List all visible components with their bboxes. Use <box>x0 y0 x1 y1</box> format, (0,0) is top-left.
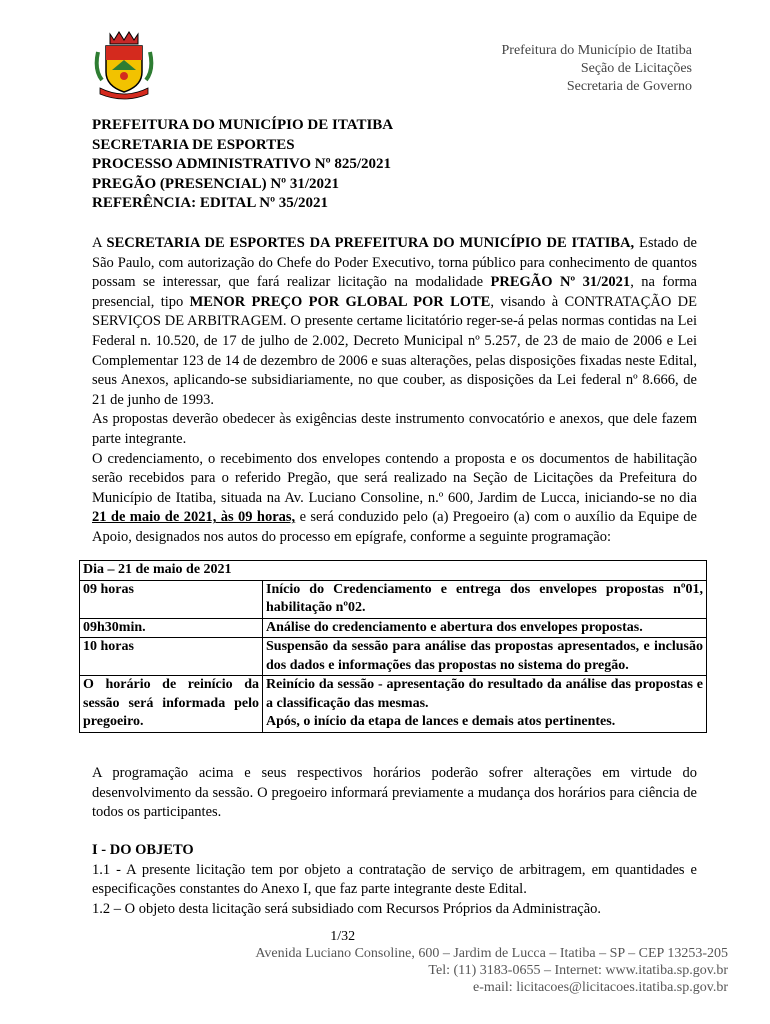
intro-tipo: MENOR PREÇO POR GLOBAL POR LOTE <box>189 293 491 310</box>
session-date: 21 de maio de 2021, às 09 horas, <box>92 509 296 526</box>
document-body-top <box>92 234 697 548</box>
footer-email: e-mail: licitacoes@licitacoes.itatiba.sp.gov.br <box>473 980 728 995</box>
footer-phone: Tel: (11) 3183-0655 – Internet: www.itatiba.sp.gov.br <box>428 963 728 978</box>
institution-header <box>502 42 693 96</box>
title-line-5: REFERÊNCIA: EDITAL Nº 35/2021 <box>92 195 328 211</box>
schedule-description: Suspensão da sessão para análise das propostas apresentados, e inclusão dos dados e informações das propostas no sistema do pregão. <box>263 638 707 676</box>
schedule-note <box>92 764 697 823</box>
schedule-description-line: Reinício da sessão - apresentação do resultado da análise das propostas e a classificação das mesmas. <box>266 677 703 711</box>
municipal-coat-of-arms-icon <box>92 30 156 102</box>
schedule-time: 09h30min. <box>80 618 263 638</box>
table-row <box>80 676 707 733</box>
section-object <box>92 841 697 919</box>
schedule-date-row <box>80 561 707 581</box>
schedule-table <box>79 560 707 733</box>
page-footer <box>255 928 728 996</box>
schedule-note-paragraph: A programação acima e seus respectivos horários poderão sofrer alterações em virtude do desenvolvimento da sessão. O pregoeiro informará previamente a mudança dos horários para ciência de todos os participantes. <box>92 765 697 821</box>
schedule-time: 09 horas <box>80 580 263 618</box>
schedule-description-line: Após, o início da etapa de lances e demais atos pertinentes. <box>266 714 616 729</box>
title-line-3: PROCESSO ADMINISTRATIVO Nº 825/2021 <box>92 156 391 172</box>
schedule-time: 10 horas <box>80 638 263 676</box>
section-item: 1.1 - A presente licitação tem por objeto a contratação de serviço de arbitragem, em quantidades e especificações constantes do Anexo I, que faz parte integrante deste Edital. <box>92 861 697 898</box>
session-paragraph: O credenciamento, o recebimento dos envelopes contendo a proposta e os documentos de habilitação serão recebidos para o referido Pregão, que será realizado na Seção de Licitações da Prefeitura do Município de Itatiba, situada na Av. Luciano Consoline, n.º 600, Jardim de Lucca, iniciando-se no dia 21 de maio de 2021, às 09 horas, e será conduzido pelo (a) Pregoeiro (a) com o auxílio da Equipe de Apoio, designados nos autos do processo em epígrafe, conforme a seguinte programação: <box>92 450 697 545</box>
document-title-block <box>92 116 393 214</box>
header-line-2: Seção de Licitações <box>580 61 692 76</box>
table-row <box>80 580 707 618</box>
schedule-date-header: Dia – 21 de maio de 2021 <box>80 561 707 581</box>
intro-pregao: PREGÃO Nº 31/2021 <box>490 274 631 291</box>
schedule-description <box>263 676 707 733</box>
page-number: 1/32 <box>330 929 356 944</box>
table-row <box>80 638 707 676</box>
title-line-4: PREGÃO (PRESENCIAL) Nº 31/2021 <box>92 175 340 192</box>
title-line-1: PREFEITURA DO MUNICÍPIO DE ITATIBA <box>92 117 394 133</box>
header-line-1: Prefeitura do Município de Itatiba <box>501 43 692 58</box>
section-item: 1.2 – O objeto desta licitação será subsidiado com Recursos Próprios da Administração. <box>92 900 602 917</box>
schedule-description: Análise do credenciamento e abertura dos envelopes propostas. <box>263 618 707 638</box>
intro-paragraph: A SECRETARIA DE ESPORTES DA PREFEITURA DO MUNICÍPIO DE ITATIBA, Estado de São Paulo, com autorização do Chefe do Poder Executivo, torna público para conhecimento de quantos possam se interessar, que fará realizar licitação na modalidade PREGÃO Nº 31/2021, na forma presencial, tipo MENOR PREÇO POR GLOBAL POR LOTE, visando à CONTRATAÇÃO DE SERVIÇOS DE ARBITRAGEM. O presente certame licitatório reger-se-á pelas normas contidas na Lei Federal n. 10.520, de 17 de julho de 2.002, Decreto Municipal nº 5.257, de 23 de maio de 2006 e Lei Complementar 123 de 14 de dezembro de 2006 e suas alterações, pelas disposições fixadas neste Edital, seus Anexos, aplicando-se subsidiariamente, no que couber, as disposições da Lei federal nº 8.666, de 21 de junho de 1993. <box>92 235 697 408</box>
schedule-description: Início do Credenciamento e entrega dos envelopes propostas nº01, habilitação nº02. <box>263 580 707 618</box>
section-heading: I - DO OBJETO <box>92 842 194 858</box>
proposals-paragraph: As propostas deverão obedecer às exigências deste instrumento convocatório e anexos, que dele fazem parte integrante. <box>92 411 697 447</box>
header-line-3: Secretaria de Governo <box>566 79 692 94</box>
footer-address: Avenida Luciano Consoline, 600 – Jardim de Lucca – Itatiba – SP – CEP 13253-205 <box>255 946 728 961</box>
intro-secretaria: SECRETARIA DE ESPORTES DA PREFEITURA DO MUNICÍPIO DE ITATIBA, <box>106 235 635 251</box>
title-line-2: SECRETARIA DE ESPORTES <box>92 136 295 153</box>
schedule-time: O horário de reinício da sessão será informada pelo pregoeiro. <box>80 676 263 733</box>
table-row <box>80 618 707 638</box>
